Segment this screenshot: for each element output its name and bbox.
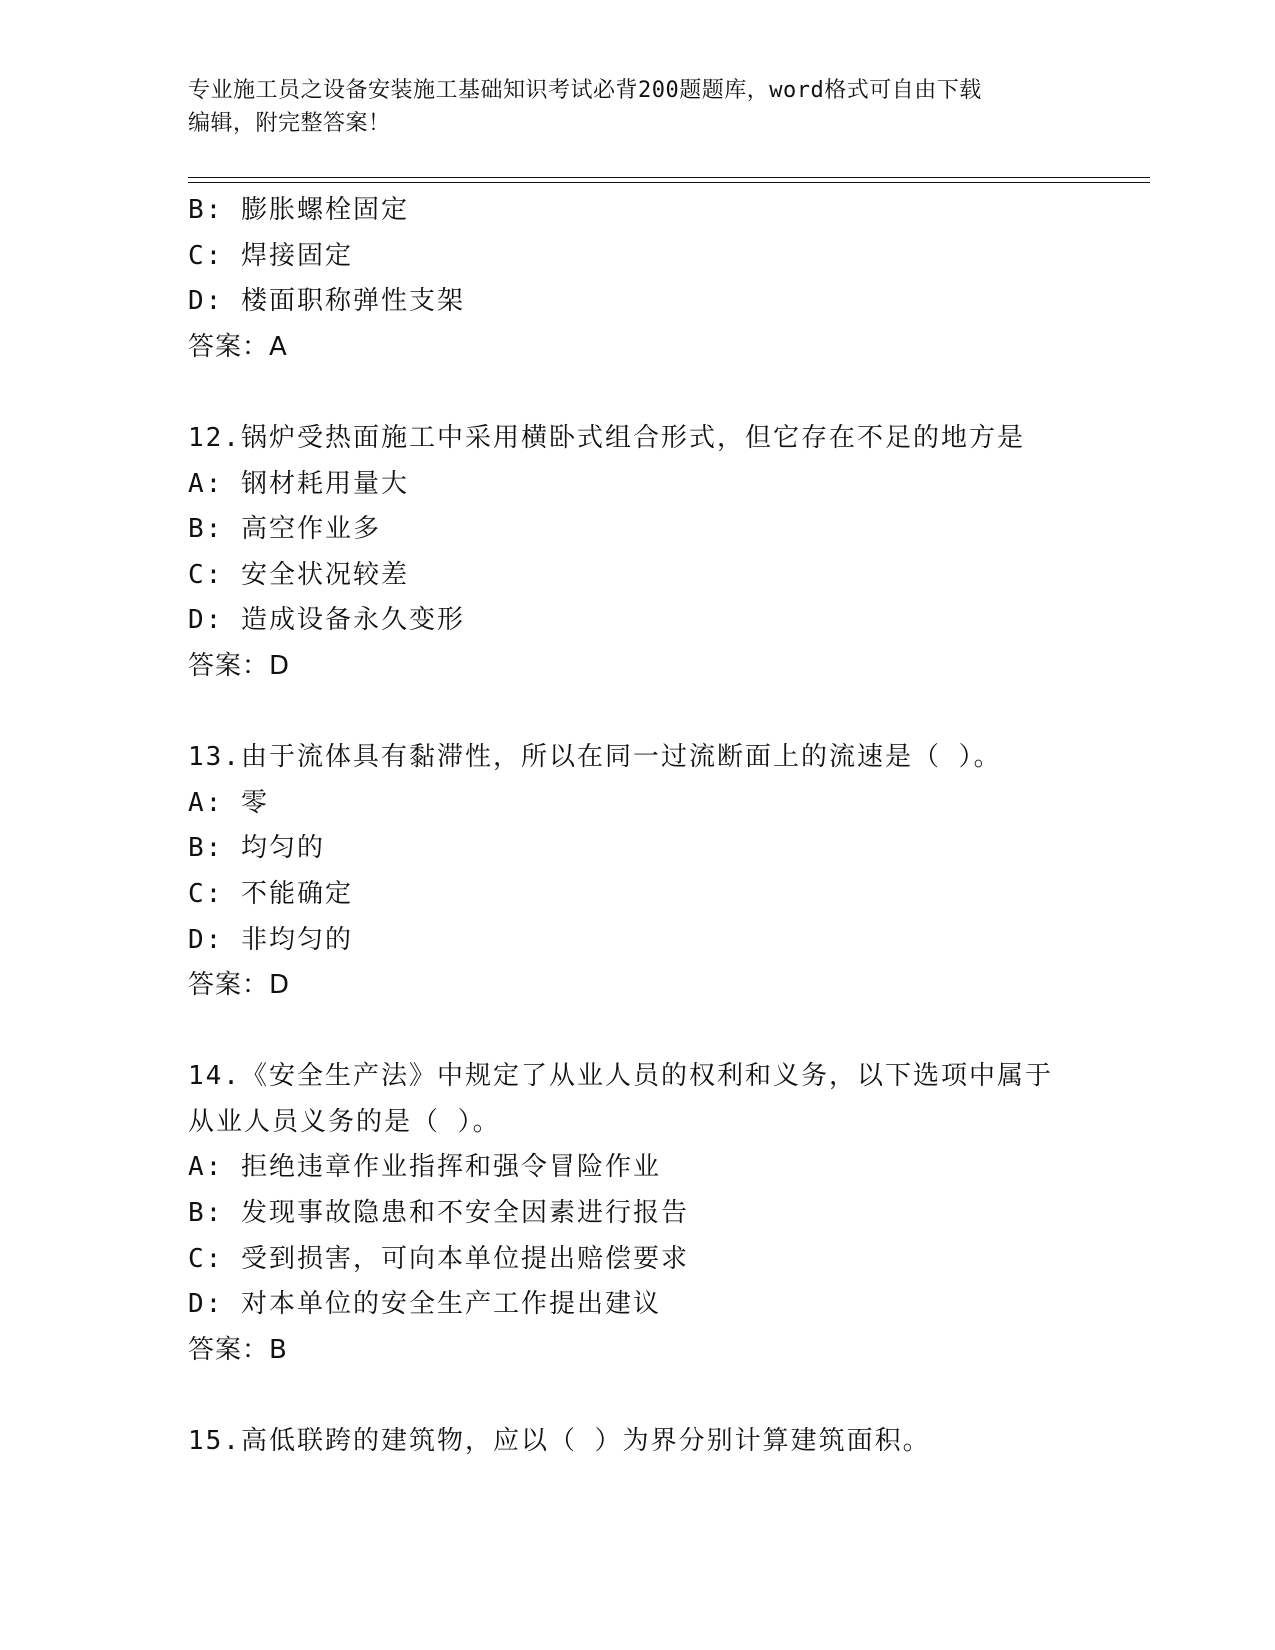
option-a: A: 拒绝违章作业指挥和强令冒险作业 — [188, 1152, 661, 1183]
spacer — [188, 1009, 1088, 1055]
option-c: C: 不能确定 — [188, 878, 353, 909]
header-title-line-2: 编辑，附完整答案！ — [188, 111, 391, 136]
option-d: D: 非均匀的 — [188, 924, 353, 955]
question-list — [188, 188, 1088, 1465]
question-text: 12.锅炉受热面施工中采用横卧式组合形式，但它存在不足的地方是 — [188, 422, 1025, 453]
option-c: C: 焊接固定 — [188, 240, 353, 271]
spacer — [188, 1373, 1088, 1419]
answer-line: 答案：B — [188, 1334, 288, 1365]
question-13 — [188, 735, 1088, 1009]
question-text: 13.由于流体具有黏滞性，所以在同一过流断面上的流速是（ ）。 — [188, 742, 1002, 773]
option-b: B: 发现事故隐患和不安全因素进行报告 — [188, 1198, 689, 1229]
header-divider-bottom — [188, 182, 1150, 183]
question-15 — [188, 1419, 1088, 1465]
header-title-line-1: 专业施工员之设备安装施工基础知识考试必背200题题库，word格式可自由下载 — [188, 78, 982, 103]
question-14 — [188, 1054, 1088, 1373]
question-text-line-1: 14.《安全生产法》中规定了从业人员的权利和义务，以下选项中属于 — [188, 1061, 1053, 1092]
document-header — [188, 74, 1068, 140]
option-d: D: 造成设备永久变形 — [188, 605, 465, 636]
spacer — [188, 370, 1088, 416]
header-divider-top — [188, 177, 1150, 178]
spacer — [188, 690, 1088, 736]
option-c: C: 安全状况较差 — [188, 559, 409, 590]
option-d: D: 对本单位的安全生产工作提出建议 — [188, 1289, 661, 1320]
question-text: 15.高低联跨的建筑物，应以（ ）为界分别计算建筑面积。 — [188, 1426, 931, 1457]
option-c: C: 受到损害，可向本单位提出赔偿要求 — [188, 1243, 689, 1274]
option-d: D: 楼面职称弹性支架 — [188, 286, 465, 317]
option-a: A: 零 — [188, 787, 269, 818]
answer-line: 答案：D — [188, 650, 291, 681]
option-b: B: 高空作业多 — [188, 514, 381, 545]
question-12 — [188, 416, 1088, 690]
answer-line: 答案：A — [188, 331, 288, 362]
question-11-tail — [188, 188, 1088, 370]
question-text-line-2: 从业人员义务的是（ ）。 — [188, 1106, 501, 1137]
option-a: A: 钢材耗用量大 — [188, 468, 409, 499]
option-b: B: 膨胀螺栓固定 — [188, 195, 409, 225]
option-b: B: 均匀的 — [188, 833, 325, 864]
answer-line: 答案：D — [188, 970, 291, 1001]
